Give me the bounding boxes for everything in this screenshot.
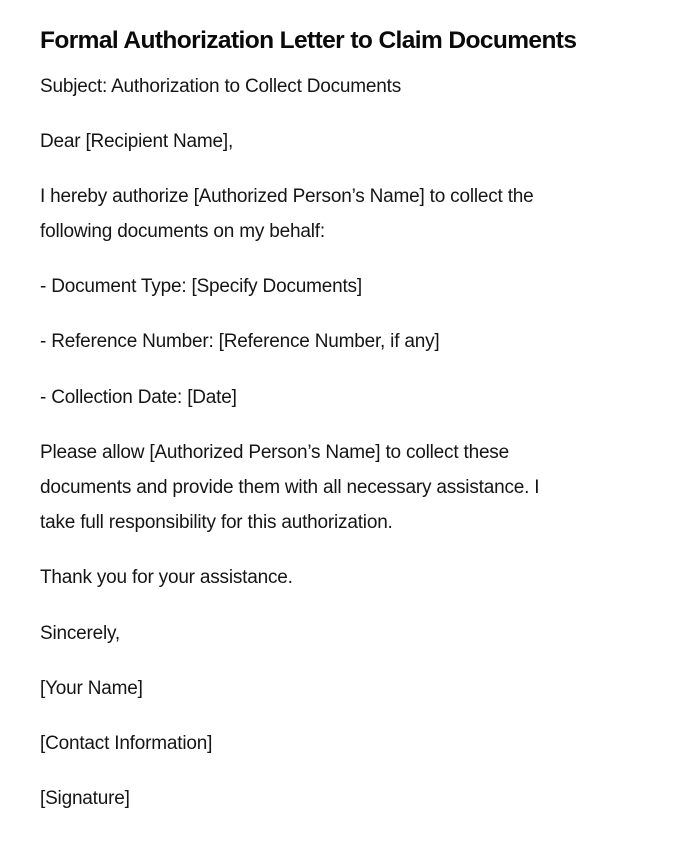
salutation: Dear [Recipient Name], bbox=[40, 131, 234, 152]
document-title: Formal Authorization Letter to Claim Documents bbox=[40, 27, 577, 54]
sender-name: [Your Name] bbox=[40, 678, 143, 699]
intro-line: I hereby authorize [Authorized Person’s Name] to collect the bbox=[40, 186, 534, 207]
closing: Sincerely, bbox=[40, 623, 121, 644]
list-item-collection-date: - Collection Date: [Date] bbox=[40, 387, 237, 408]
sender-contact: [Contact Information] bbox=[40, 733, 213, 754]
subject-line: Subject: Authorization to Collect Documents bbox=[40, 76, 402, 97]
intro-line: following documents on my behalf: bbox=[40, 221, 325, 242]
request-line: documents and provide them with all necessary assistance. I bbox=[40, 477, 540, 498]
request-line: Please allow [Authorized Person’s Name] to collect these bbox=[40, 442, 509, 463]
thanks-line: Thank you for your assistance. bbox=[40, 567, 293, 588]
sender-signature: [Signature] bbox=[40, 788, 130, 809]
list-item-document-type: - Document Type: [Specify Documents] bbox=[40, 276, 362, 297]
request-line: take full responsibility for this authorization. bbox=[40, 512, 393, 533]
list-item-reference-number: - Reference Number: [Reference Number, if any] bbox=[40, 331, 440, 352]
